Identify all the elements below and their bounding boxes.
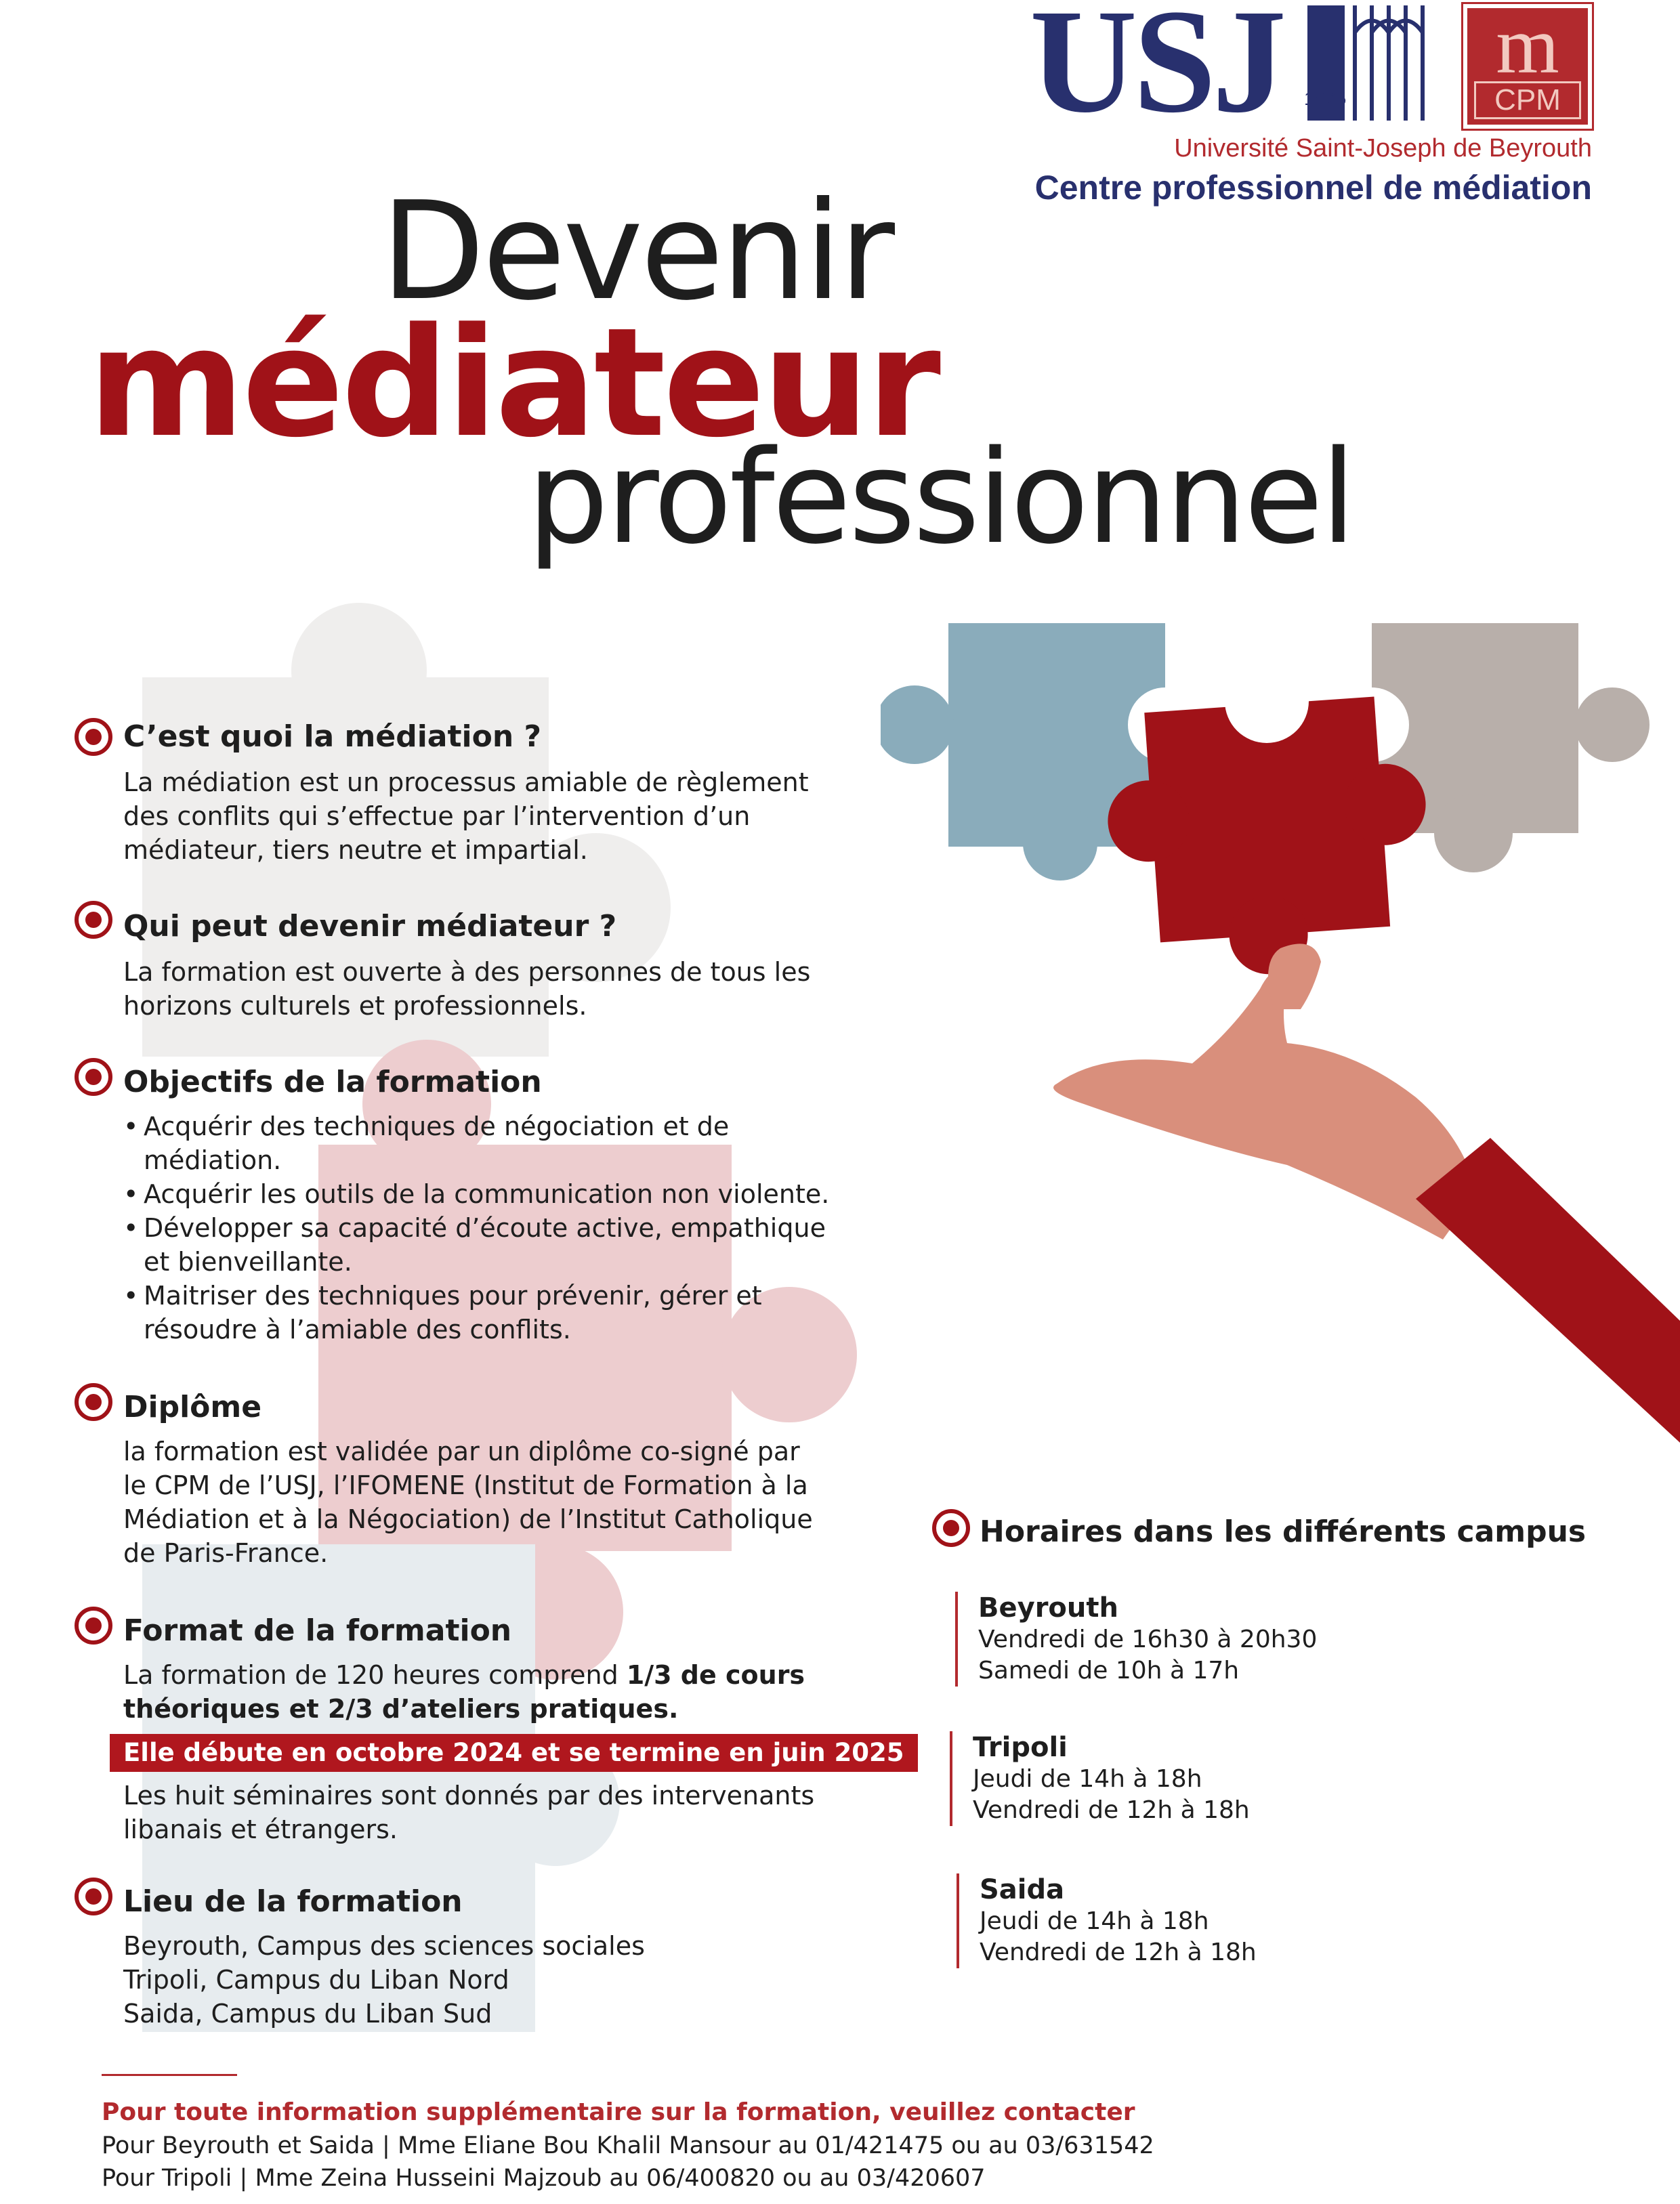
section-title-quoi: C’est quoi la médiation ? — [123, 719, 542, 754]
section-title-format: Format de la formation — [123, 1613, 512, 1648]
contact-tripoli: Pour Tripoli | Mme Zeina Husseini Majzoub au 06/400820 ou au 03/420607 — [102, 2165, 986, 2192]
section-title-objectifs: Objectifs de la formation — [123, 1065, 542, 1099]
contact-divider — [102, 2074, 237, 2076]
section-text-quoi — [123, 765, 809, 867]
headline-professionnel: professionnel — [527, 423, 1354, 572]
text-line — [123, 1692, 805, 1726]
text-line: • Acquérir les outils de la communication non violente. — [144, 1179, 830, 1209]
text-line: de Paris-France. — [123, 1538, 329, 1568]
university-name: Université Saint-Joseph de Beyrouth — [1174, 134, 1592, 163]
text-span: La formation de 120 heures comprend — [123, 1660, 627, 1690]
text-line: • Maitriser des techniques pour prévenir, gérer et — [144, 1281, 762, 1311]
list-item — [123, 1279, 936, 1347]
hand — [1053, 944, 1477, 1239]
objectives-list — [123, 1109, 936, 1347]
contact-title: Pour toute information supplémentaire sur la formation, veuillez contacter — [102, 2098, 1135, 2126]
campus-tripoli — [950, 1731, 1250, 1826]
text-line: des conflits qui s’effectue par l’intervention d’un — [123, 801, 751, 831]
text-line: La médiation est un processus amiable de règlement — [123, 767, 809, 797]
target-bullet-icon — [932, 1509, 970, 1547]
usj-cpm-logo — [1030, 0, 1592, 217]
usj-wordmark: USJ — [1030, 0, 1283, 144]
target-bullet-icon — [75, 1878, 112, 1915]
text-line: Beyrouth, Campus des sciences sociales — [123, 1931, 645, 1961]
section-text-lieu — [123, 1929, 645, 2031]
section-title-qui: Qui peut devenir médiateur ? — [123, 909, 617, 944]
section-title-diplome: Diplôme — [123, 1390, 262, 1424]
campus-hours: Jeudi de 14h à 18h — [973, 1765, 1202, 1793]
contact-beyrouth-saida: Pour Beyrouth et Saida | Mme Eliane Bou Khalil Mansour au 01/421475 ou au 03/631542 — [102, 2132, 1154, 2159]
sleeve — [1416, 1138, 1680, 1443]
text-bold: théoriques et 2/3 d’ateliers pratiques. — [123, 1694, 679, 1724]
headline-devenir: Devenir — [381, 173, 893, 331]
campus-hours: Samedi de 10h à 17h — [978, 1657, 1240, 1684]
text-line: • Acquérir des techniques de négociation et de — [144, 1111, 730, 1141]
section-text-format — [123, 1658, 805, 1726]
text-line: horizons culturels et professionnels. — [123, 991, 587, 1021]
campus-saida — [957, 1873, 1257, 1968]
text-line: • Développer sa capacité d’écoute active, empathique — [144, 1213, 826, 1243]
campus-name: Saida — [980, 1874, 1065, 1905]
headline-mediateur: médiateur — [88, 296, 938, 471]
list-item — [123, 1177, 936, 1211]
text-line: Saida, Campus du Liban Sud — [123, 1999, 492, 2029]
target-bullet-icon — [75, 1058, 112, 1096]
campus-hours: Jeudi de 14h à 18h — [980, 1907, 1209, 1935]
text-line: La formation est ouverte à des personnes de tous les — [123, 957, 811, 987]
list-item — [123, 1109, 936, 1177]
cpm-mark: m — [1496, 0, 1559, 90]
text-line: libanais et étrangers. — [123, 1815, 398, 1844]
cpm-label: CPM — [1474, 81, 1581, 119]
text-line — [123, 1658, 805, 1692]
list-item — [123, 1211, 936, 1279]
section-title-lieu: Lieu de la formation — [123, 1884, 463, 1919]
text-line: le CPM de l’USJ, l’IFOMENE (Institut de Formation à la — [123, 1470, 808, 1500]
section-text-format-2 — [123, 1779, 814, 1846]
text-line: Médiation et à la Négociation) de l’Institut Catholique — [123, 1504, 813, 1534]
grey-puzzle-piece — [1372, 623, 1650, 872]
section-text-diplome — [123, 1435, 813, 1570]
horaires-title: Horaires dans les différents campus — [980, 1514, 1587, 1549]
target-bullet-icon — [75, 1607, 112, 1645]
usj-founding-year: 1875 — [1304, 88, 1347, 109]
text-line: Tripoli, Campus du Liban Nord — [123, 1965, 509, 1995]
campus-hours: Vendredi de 16h30 à 20h30 — [978, 1626, 1318, 1653]
campus-name: Tripoli — [973, 1732, 1068, 1763]
dates-banner: Elle débute en octobre 2024 et se termine en juin 2025 — [110, 1734, 918, 1772]
text-line: médiateur, tiers neutre et impartial. — [123, 835, 588, 865]
text-line: résoudre à l’amiable des conflits. — [144, 1315, 571, 1344]
section-text-qui — [123, 955, 810, 1023]
target-bullet-icon — [75, 1383, 112, 1421]
campus-hours: Vendredi de 12h à 18h — [980, 1938, 1257, 1966]
text-bold: 1/3 de cours — [626, 1660, 805, 1690]
campus-beyrouth — [955, 1592, 1317, 1687]
cpm-logo — [1463, 0, 1592, 129]
centre-name: Centre professionnel de médiation — [1034, 169, 1592, 207]
target-bullet-icon — [75, 901, 112, 939]
text-line: la formation est validée par un diplôme co-signé par — [123, 1437, 800, 1466]
target-bullet-icon — [75, 718, 112, 756]
campus-hours: Vendredi de 12h à 18h — [973, 1796, 1250, 1824]
campus-name: Beyrouth — [978, 1592, 1118, 1624]
text-line: Les huit séminaires sont donnés par des intervenants — [123, 1781, 815, 1810]
text-line: médiation. — [144, 1145, 282, 1175]
text-line: et bienveillante. — [144, 1247, 352, 1277]
puzzle-hand-illustration — [881, 610, 1680, 1443]
